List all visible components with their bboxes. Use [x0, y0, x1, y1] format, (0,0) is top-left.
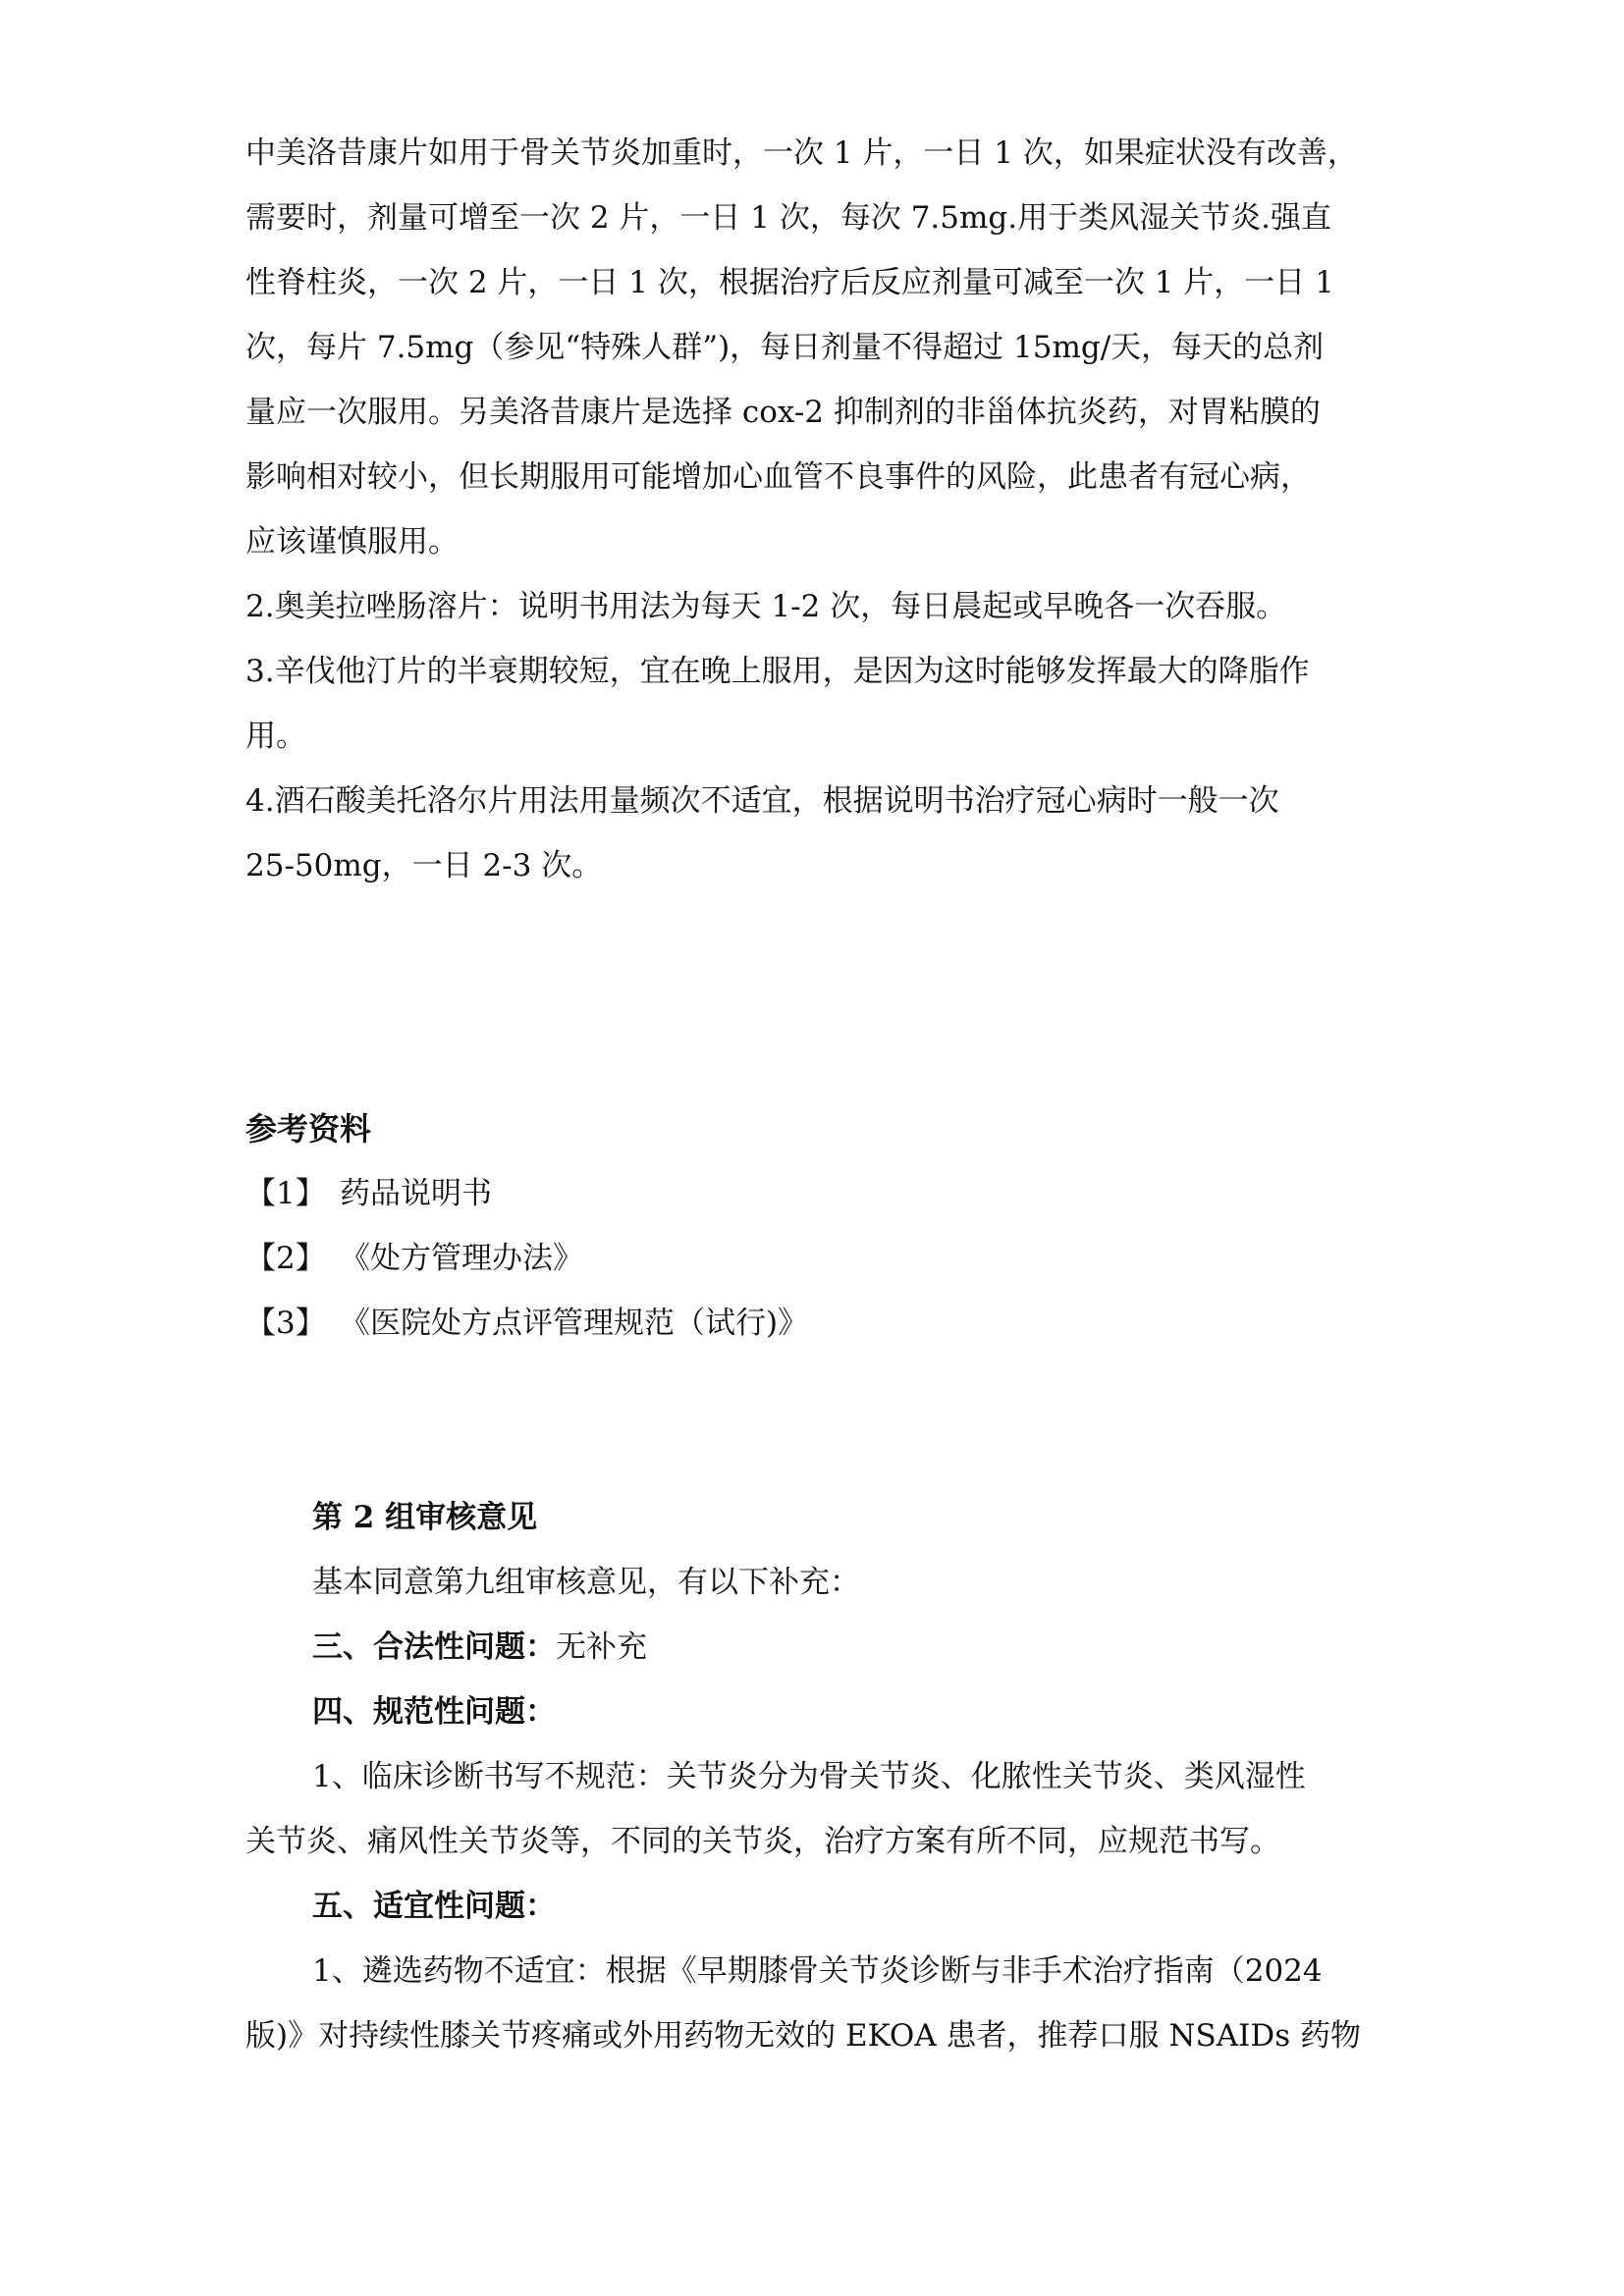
legal-text: 无补充 — [556, 1629, 647, 1665]
meloxicam-paragraph — [245, 121, 1384, 574]
reference-item — [245, 1226, 808, 1291]
simvastatin-item — [245, 639, 1384, 769]
text-line: 版)》对持续性膝关节疼痛或外用药物无效的 EKOA 患者，推荐口服 NSAIDs 药物 — [245, 2018, 1362, 2054]
reference-text: 药品说明书 — [340, 1176, 492, 1211]
reference-number: 【1】 — [245, 1176, 326, 1211]
norm-heading: 四、规范性问题： — [312, 1694, 556, 1730]
legal-heading: 三、合法性问题： — [312, 1629, 556, 1665]
legal-section — [245, 1615, 1384, 1680]
text-line: 3.辛伐他汀片的半衰期较短，宜在晚上服用，是因为这时能够发挥最大的降脂作 — [245, 654, 1310, 689]
group2-title: 第 2 组审核意见 — [312, 1500, 538, 1535]
text-line: 中美洛昔康片如用于骨关节炎加重时，一次 1 片，一日 1 次，如果症状没有改善， — [245, 135, 1358, 171]
reference-number: 【2】 — [245, 1241, 326, 1276]
reference-text: 《医院处方点评管理规范（试行)》 — [340, 1306, 809, 1341]
text-line: 2.奥美拉唑肠溶片：说明书用法为每天 1-2 次，每日晨起或早晚各一次吞服。 — [245, 589, 1287, 624]
text-line: 量应一次服用。另美洛昔康片是选择 cox-2 抑制剂的非甾体抗炎药，对胃粘膜的 — [245, 395, 1321, 430]
reference-number: 【3】 — [245, 1306, 326, 1341]
text-line: 性脊柱炎，一次 2 片，一日 1 次，根据治疗后反应剂量可减至一次 1 片，一日 1 — [245, 265, 1334, 300]
group2-intro: 基本同意第九组审核意见，有以下补充： — [312, 1565, 860, 1600]
group2-review — [245, 1485, 1384, 2068]
text-line: 4.酒石酸美托洛尔片用法用量频次不适宜，根据说明书治疗冠心病时一般一次 — [245, 783, 1279, 819]
text-line: 1、遴选药物不适宜：根据《早期膝骨关节炎诊断与非手术治疗指南（2024 — [312, 1953, 1323, 1989]
references-title: 参考资料 — [245, 1110, 372, 1148]
suit-heading: 五、适宜性问题： — [312, 1889, 556, 1924]
text-line: 影响相对较小，但长期服用可能增加心血管不良事件的风险，此患者有冠心病， — [245, 459, 1311, 495]
text-line: 用。 — [245, 719, 306, 754]
omeprazole-item — [245, 574, 1384, 639]
text-line: 需要时，剂量可增至一次 2 片，一日 1 次，每次 7.5mg.用于类风湿关节炎.强直 — [245, 200, 1331, 236]
reference-item — [245, 1291, 808, 1356]
text-line: 应该谨慎服用。 — [245, 524, 459, 560]
reference-text: 《处方管理办法》 — [340, 1241, 583, 1276]
text-line: 次，每片 7.5mg（参见“特殊人群”)，每日剂量不得超过 15mg/天，每天的总剂 — [245, 330, 1325, 365]
reference-item — [245, 1161, 808, 1226]
text-line: 关节炎、痛风性关节炎等，不同的关节炎，治疗方案有所不同，应规范书写。 — [245, 1824, 1280, 1859]
text-line: 25-50mg，一日 2-3 次。 — [245, 848, 603, 883]
metoprolol-item — [245, 769, 1384, 898]
text-line: 1、临床诊断书写不规范：关节炎分为骨关节炎、化脓性关节炎、类风湿性 — [312, 1759, 1306, 1794]
references-list — [245, 1161, 808, 1356]
